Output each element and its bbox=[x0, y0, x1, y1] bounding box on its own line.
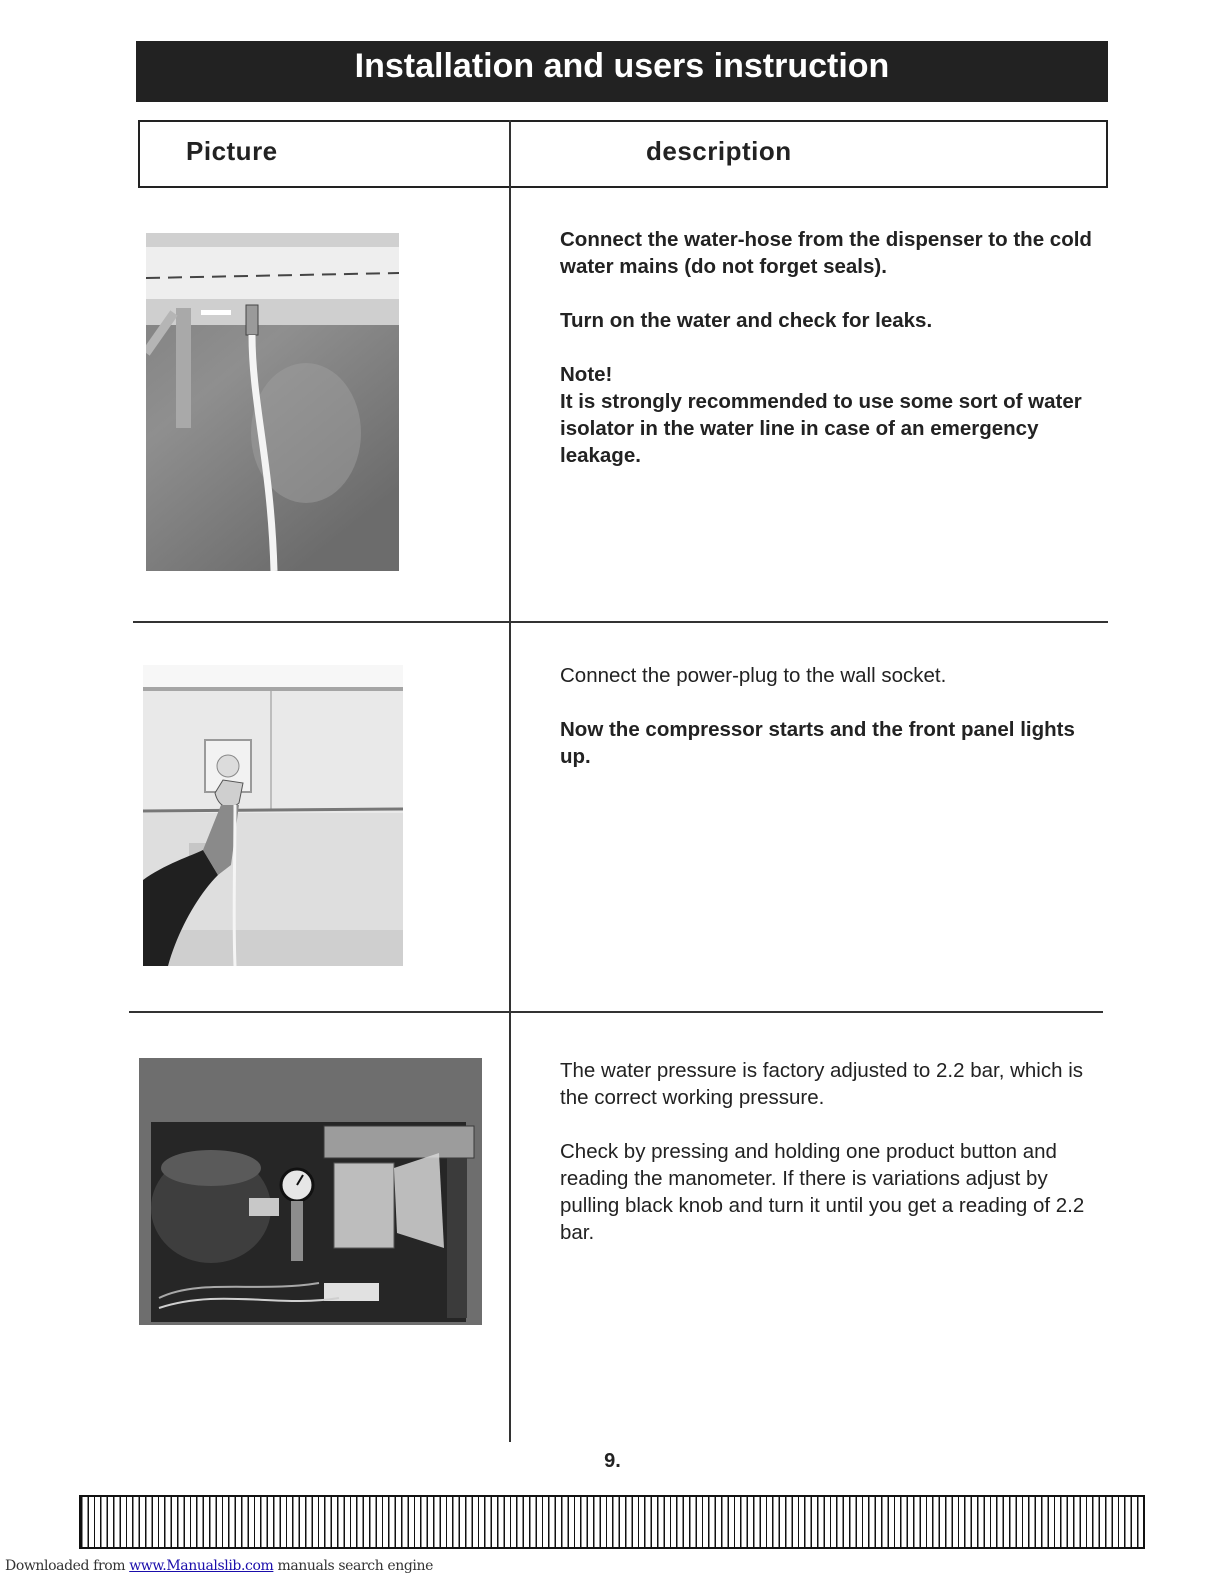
row-2-description bbox=[560, 662, 1100, 770]
row-3-check-instruction: Check by pressing and holding one product button and reading the manometer. If there is variations adjust by pulling black knob and turn it until you get a reading of 2.2 bar. bbox=[560, 1140, 1085, 1244]
row-3-pressure-info: The water pressure is factory adjusted to 2.2 bar, which is the correct working pressure. bbox=[560, 1059, 1084, 1109]
note-text: It is strongly recommended to use some sort of water isolator in the water line in case of an emergency leakage. bbox=[560, 390, 1082, 467]
note-label: Note! bbox=[560, 363, 613, 386]
row-2-instruction: Connect the power-plug to the wall socket. bbox=[560, 664, 947, 687]
row-1-description bbox=[560, 226, 1100, 469]
picture-column-header: Picture bbox=[186, 136, 278, 166]
barcode-strip bbox=[79, 1495, 1145, 1549]
page-title: Installation and users instruction bbox=[136, 41, 1108, 102]
page-number: 9. bbox=[604, 1450, 621, 1472]
manualslib-link[interactable]: www.Manualslib.com bbox=[129, 1558, 274, 1574]
download-footer: Downloaded from www.Manualslib.com manuals search engine bbox=[5, 1558, 434, 1574]
column-divider bbox=[509, 120, 511, 1442]
table-header bbox=[138, 120, 1108, 188]
row-1-check-leaks: Turn on the water and check for leaks. bbox=[560, 309, 933, 332]
row-divider bbox=[129, 1011, 1103, 1013]
compressor-manometer-photo bbox=[139, 1058, 482, 1325]
row-divider bbox=[133, 621, 1108, 623]
description-column-header: description bbox=[646, 136, 792, 166]
row-1-instruction: Connect the water-hose from the dispenser to the cold water mains (do not forget seals). bbox=[560, 228, 1092, 278]
row-3-description bbox=[560, 1057, 1100, 1246]
power-plug-wall-socket-photo bbox=[143, 665, 403, 966]
row-2-result: Now the compressor starts and the front panel lights up. bbox=[560, 718, 1075, 768]
water-hose-connection-photo bbox=[146, 233, 399, 571]
